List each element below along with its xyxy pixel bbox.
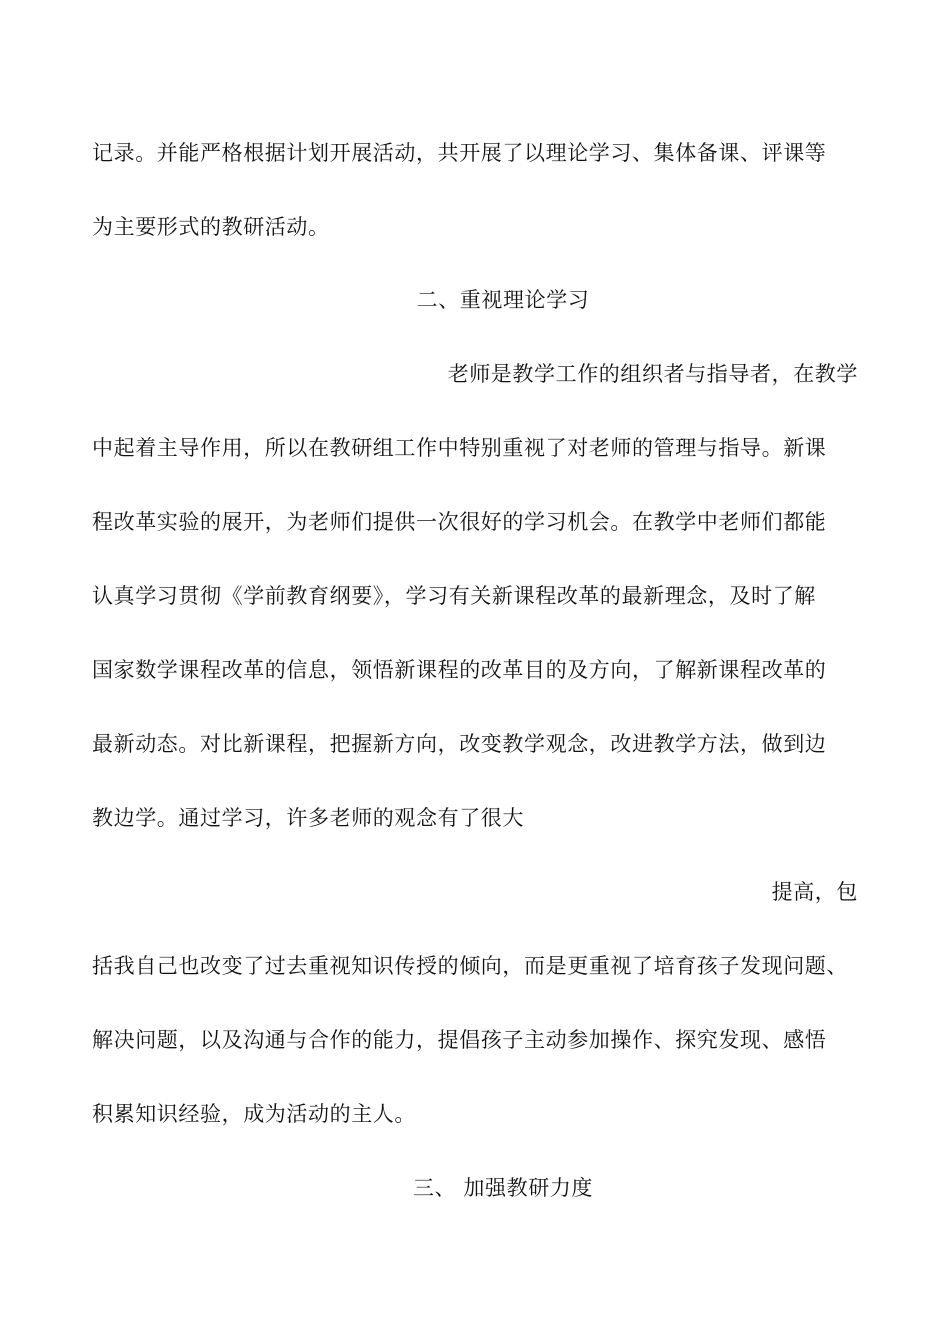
paragraph-line: 为主要形式的教研活动。 <box>92 215 330 239</box>
paragraph-line: 括我自己也改变了过去重视知识传授的倾向，而是更重视了培育孩子发现问题、 <box>92 954 848 978</box>
paragraph-line: 提高，包 <box>771 880 858 904</box>
paragraph-line: 最新动态。对比新课程，把握新方向，改变教学观念，改进教学方法，做到边 <box>92 732 827 756</box>
paragraph-line: 记录。并能严格根据计划开展活动，共开展了以理论学习、集体备课、评课等 <box>92 141 827 165</box>
paragraph-line: 解决问题，以及沟通与合作的能力，提倡孩子主动参加操作、探究发现、感悟 <box>92 1028 827 1052</box>
paragraph-line: 程改革实验的展开，为老师们提供一次很好的学习机会。在教学中老师们都能 <box>92 510 827 534</box>
section-heading: 二、重视理论学习 <box>416 288 590 312</box>
paragraph-line: 国家数学课程改革的信息，领悟新课程的改革目的及方向，了解新课程改革的 <box>92 658 827 682</box>
paragraph-line: 老师是教学工作的组织者与指导者，在教学 <box>447 362 858 386</box>
paragraph-line: 教边学。通过学习，许多老师的观念有了很大 <box>92 806 524 830</box>
paragraph-line: 中起着主导作用，所以在教研组工作中特别重视了对老师的管理与指导。新课 <box>92 436 827 460</box>
paragraph-line: 积累知识经验，成为活动的主人。 <box>92 1102 416 1126</box>
paragraph-line: 认真学习贯彻《学前教育纲要》，学习有关新课程改革的最新理念，及时了解 <box>92 584 816 608</box>
section-heading: 三、 加强教研力度 <box>412 1176 594 1200</box>
